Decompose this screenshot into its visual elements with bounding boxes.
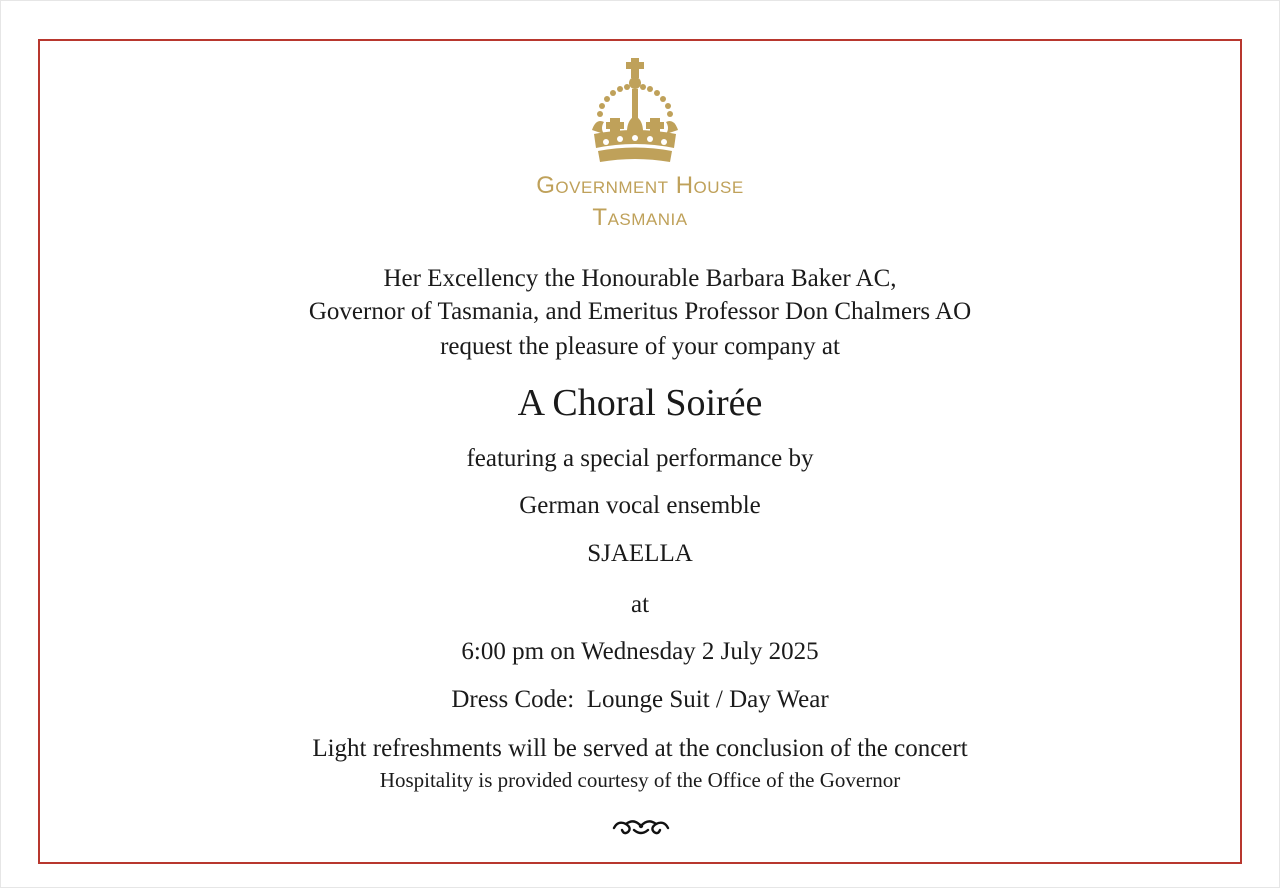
dress-code: Dress Code: Lounge Suit / Day Wear [451, 686, 829, 713]
org-name-tasmania: Tasmania [592, 204, 688, 231]
org-name-line1 [0, 172, 1280, 200]
ensemble-line: German vocal ensemble [519, 492, 761, 519]
crown-icon [582, 56, 688, 168]
featuring-line: featuring a special performance by [466, 445, 814, 472]
flourish-ornament-icon [610, 814, 672, 838]
hosts-line-2: Governor of Tasmania, and Emeritus Professor Don Chalmers AO [308, 298, 972, 325]
org-name-government-house: Government House [536, 172, 744, 199]
hosts-line-1: Her Excellency the Honourable Barbara Baker AC, [383, 265, 897, 292]
request-line: request the pleasure of your company at [440, 333, 840, 360]
event-datetime: 6:00 pm on Wednesday 2 July 2025 [461, 638, 819, 665]
ensemble-name: SJAELLA [587, 540, 693, 567]
org-name-line2 [0, 204, 1280, 232]
event-title: A Choral Soirée [517, 382, 763, 424]
hospitality-note: Hospitality is provided courtesy of the Office of the Governor [379, 768, 901, 792]
at-line: at [630, 591, 650, 618]
refreshments-note: Light refreshments will be served at the conclusion of the concert [312, 735, 968, 762]
